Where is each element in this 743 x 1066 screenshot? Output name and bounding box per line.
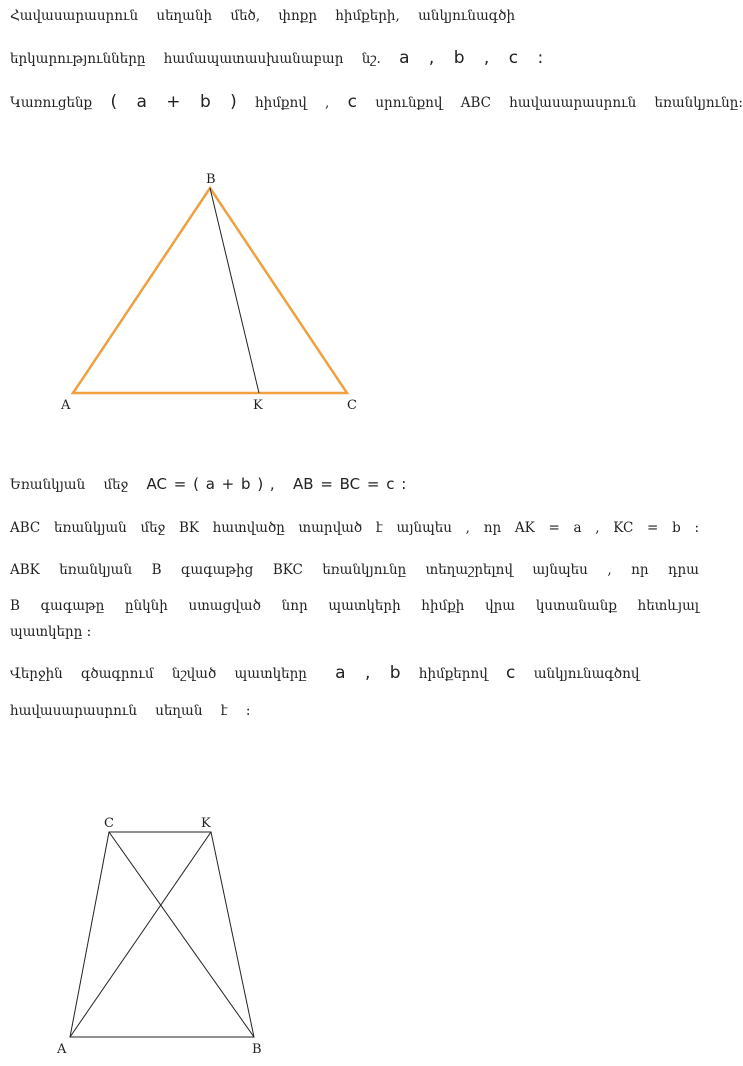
expression-a-plus-b: ( a + b ) [110,92,237,112]
trapezoid-akcb [70,832,254,1037]
text: հավասարասրուն սեղան է : [10,703,251,719]
text: սրունքով ABC հավասարասրուն եռանկյունը: [375,95,743,111]
variable-c: c [506,663,516,683]
label-a: A [61,398,71,413]
paragraph2-line1 [10,475,406,493]
text: B գագաթը ընկնի ստացված նոր պատկերի հիմքի վրա կստանանք հետևյալ [10,598,699,614]
paragraph2-line5 [10,624,699,640]
trapezoid-figure [56,816,262,1057]
label-b: B [206,172,216,187]
text: Հավասարասրուն սեղանի մեծ, փոքր հիմքերի, անկյունագծի [10,8,516,24]
label-b: B [252,1042,262,1057]
text: երկարությունները համապատասխանաբար նշ. [10,51,381,67]
text: Վերջին գծագրում նշված պատկերը [10,666,307,682]
text: պատկերը : [10,624,92,640]
text: Եռանկյան մեջ [10,477,129,493]
diagonal-ka [70,832,211,1037]
variables-a-b-c: a , b , c : [399,48,544,68]
expression-ac: AC = ( a + b ) , [146,475,275,493]
label-k: K [253,398,263,413]
expression-ab-bc: AB = BC = c : [293,475,407,493]
text: Կառուցենք [10,95,93,111]
paragraph2-line7 [10,703,699,719]
paragraph2-line4 [10,598,699,614]
text: անկյունագծով [533,666,640,682]
paragraph2-line2 [10,520,699,536]
segment-bk [210,188,259,393]
paragraph2-line6 [10,663,699,683]
text: ABK եռանկյան B գագաթից BKC եռանկյունը տեղաշրելով այնպես , որ դրա [10,562,699,578]
text: հիմքով , [255,95,330,111]
triangle-abc [73,188,347,393]
label-a: A [57,1042,67,1057]
text: հիմքերով [418,666,488,682]
label-k: K [201,816,211,831]
paragraph2-line3 [10,562,699,578]
text: ABC եռանկյան մեջ BK հատվածը տարված է այնպես , որ AK = a , KC = b : [10,520,699,536]
variable-c: c [347,92,358,112]
variables-a-b: a , b [335,663,401,683]
label-c: C [347,398,357,413]
label-c: C [104,816,114,831]
